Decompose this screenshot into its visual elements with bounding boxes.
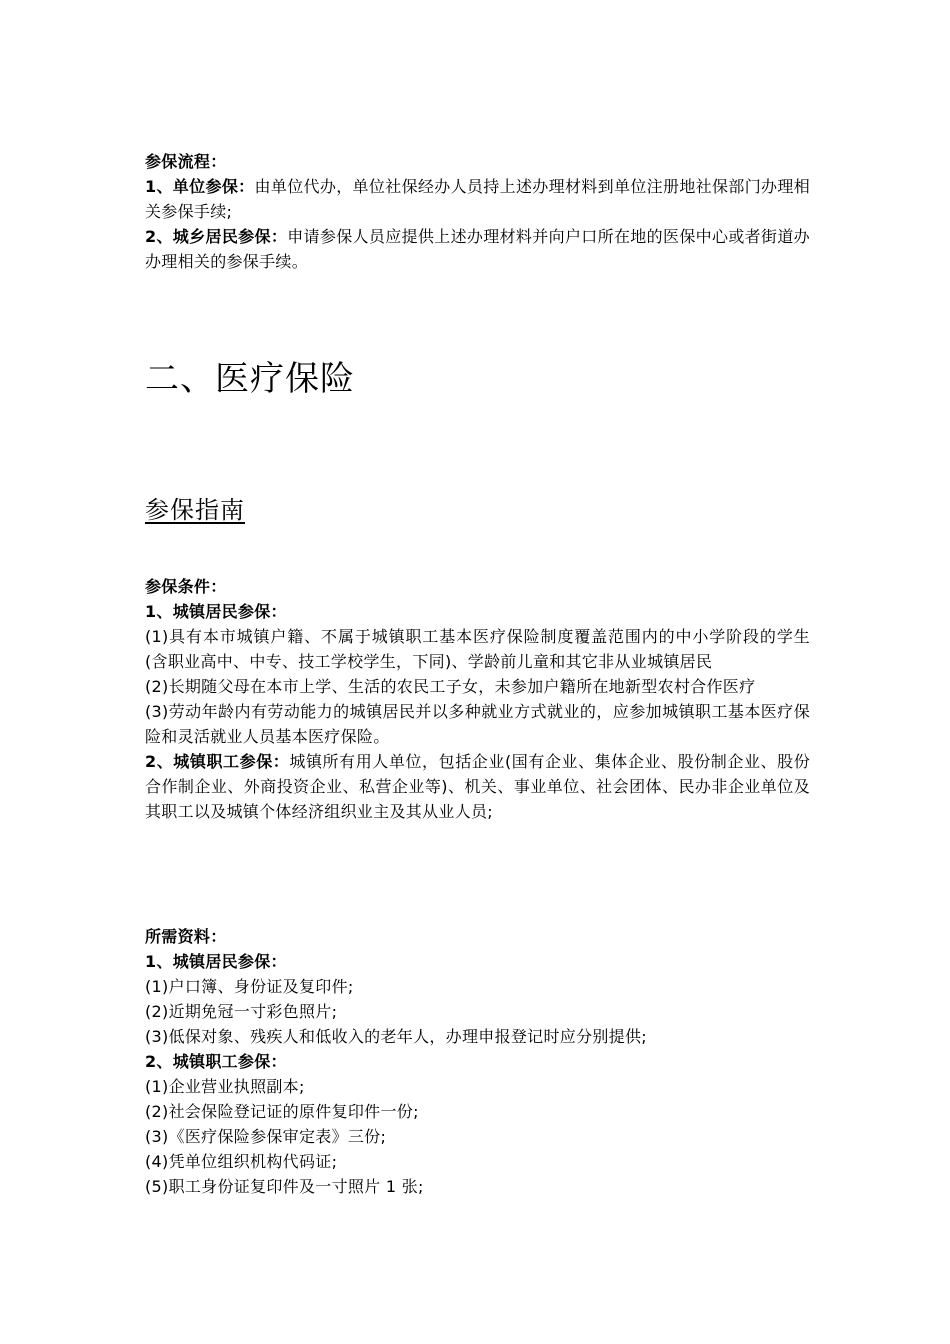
guide-heading-block	[145, 494, 810, 526]
conditions-resident-label: 1、城镇居民参保：	[145, 602, 287, 621]
conditions-title: 参保条件：	[145, 577, 227, 596]
flow-item-label: 1、单位参保：	[145, 177, 255, 196]
conditions-worker	[145, 749, 810, 824]
conditions-section	[145, 574, 810, 824]
materials-worker-item: (1)企业营业执照副本;	[145, 1077, 305, 1096]
conditions-resident-item: (3)劳动年龄内有劳动能力的城镇居民并以多种就业方式就业的，应参加城镇职工基本医疗保险和灵活就业人员基本医疗保险。	[145, 702, 810, 746]
materials-worker-item: (5)职工身份证复印件及一寸照片 1 张;	[145, 1177, 424, 1196]
materials-title: 所需资料：	[145, 927, 227, 946]
conditions-worker-text: 城镇所有用人单位，包括企业(国有企业、集体企业、股份制企业、股份合作制企业、外商投资企业、私营企业等)、机关、事业单位、社会团体、民办非企业单位及其职工以及城镇个体经济组织业主及其从业人员;	[145, 752, 811, 821]
conditions-worker-label: 2、城镇职工参保：	[145, 752, 290, 771]
guide-title: 参保指南	[145, 496, 245, 524]
materials-resident-label: 1、城镇居民参保：	[145, 952, 287, 971]
materials-resident-item: (3)低保对象、残疾人和低收入的老年人，办理申报登记时应分别提供;	[145, 1027, 647, 1046]
materials-resident-item: (2)近期免冠一寸彩色照片;	[145, 1002, 338, 1021]
materials-worker-label: 2、城镇职工参保：	[145, 1052, 287, 1071]
section-heading-block	[145, 357, 810, 401]
flow-item-label: 2、城乡居民参保：	[145, 227, 288, 246]
flow-item-unit	[145, 174, 810, 224]
flow-item-resident	[145, 224, 810, 274]
materials-section	[145, 924, 810, 1199]
materials-worker-item: (2)社会保险登记证的原件复印件一份;	[145, 1102, 419, 1121]
conditions-resident-item: (2)长期随父母在本市上学、生活的农民工子女，未参加户籍所在地新型农村合作医疗	[145, 677, 756, 696]
flow-item-text: 由单位代办，单位社保经办人员持上述办理材料到单位注册地社保部门办理相关参保手续;	[145, 177, 811, 221]
flow-item-text: 申请参保人员应提供上述办理材料并向户口所在地的医保中心或者街道办办理相关的参保手续。	[145, 227, 810, 271]
conditions-resident-item: (1)具有本市城镇户籍、不属于城镇职工基本医疗保险制度覆盖范围内的中小学阶段的学生(含职业高中、中专、技工学校学生，下同)、学龄前儿童和其它非从业城镇居民	[145, 627, 810, 671]
section-title: 二、医疗保险	[145, 359, 355, 399]
flow-title: 参保流程：	[145, 152, 227, 171]
materials-worker-item: (3)《医疗保险参保审定表》三份;	[145, 1127, 387, 1146]
materials-resident-item: (1)户口簿、身份证及复印件;	[145, 977, 354, 996]
flow-section	[145, 149, 810, 274]
materials-worker-item: (4)凭单位组织机构代码证;	[145, 1152, 338, 1171]
